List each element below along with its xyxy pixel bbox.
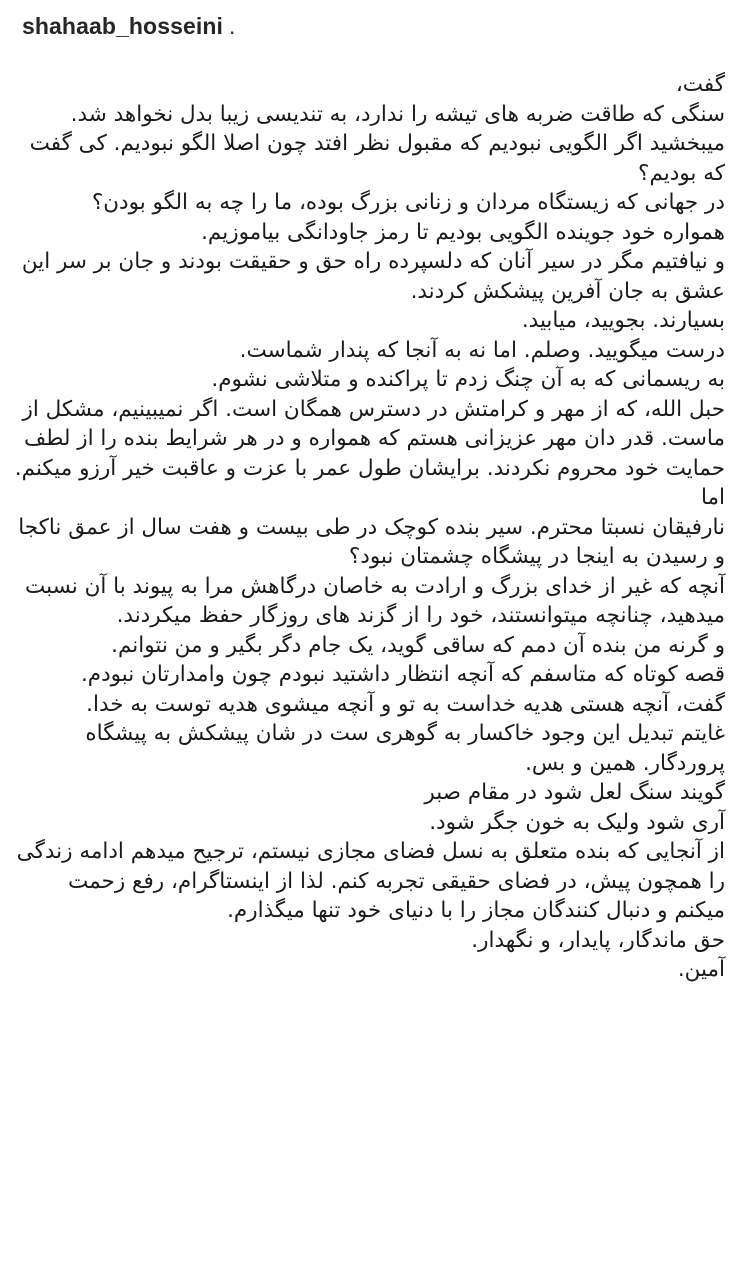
caption-line: اما	[700, 485, 725, 510]
username-link[interactable]: shahaab_hosseini	[22, 12, 224, 39]
caption-line: گویند سنگ لعل شود در مقام صبر	[424, 780, 725, 805]
caption-line: آمین.	[677, 957, 725, 982]
caption-line: غایتم تبدیل این وجود خاکسار به گوهری ست در شان پیشکش به پیشگاه پروردگار. همین و بس.	[85, 721, 725, 776]
caption-line: و گرنه من بنده آن دمم که ساقی گوید، یک جام دگر بگیر و من نتوانم.	[111, 632, 725, 658]
post-header	[22, 8, 235, 44]
caption-line: سنگی که طاقت ضربه های تیشه را ندارد، به تندیسی زیبا بدل نخواهد شد.	[70, 101, 725, 127]
caption-line: از آنجایی که بنده متعلق به نسل فضای مجازی نیستم، ترجیح میدهم ادامه زندگی را همچون پیش، در فضای حقیقی تجربه کنم. لذا از اینستاگرام، رفع زحمت میکنم و دنبال کنندگان مجاز را با دنیای خود تنها میگذارم.	[16, 839, 725, 923]
post-caption	[14, 70, 725, 985]
caption-line: حبل الله، که از مهر و کرامتش در دسترس همگان است. اگر نمیبینیم، مشکل از ماست. قدر دان مهر عزیزانی هستم که همواره و در هر شرایط بنده را از لطف حمایت خود محروم نکردند. برایشان طول عمر با عزت و عاقبت خیر آرزو میکنم.	[14, 396, 725, 481]
caption-line: نارفیقان نسبتا محترم. سیر بنده کوچک در طی بیست و هفت سال از عمق ناکجا و رسیدن به اینجا در پیشگاه چشمتان نبود؟	[18, 514, 725, 569]
caption-line: قصه کوتاه که متاسفم که آنچه انتظار داشتید نبودم چون وامدارتان نبودم.	[80, 662, 725, 687]
caption-line: حق ماندگار، پایدار، و نگهدار.	[471, 927, 725, 953]
caption-line: درست میگویید. وصلم. اما نه به آنجا که پندار شماست.	[239, 337, 725, 363]
caption-line: در جهانی که زیستگاه مردان و زنانی بزرگ بوده، ما را چه به الگو بودن؟	[91, 190, 725, 215]
caption-line: آری شود ولیک به خون جگر شود.	[429, 809, 725, 835]
caption-line: گفت،	[675, 72, 725, 97]
caption-line: آنچه که غیر از خدای بزرگ و ارادت به خاصان درگاهش مرا به پیوند با آن نسبت میدهید، چنانچه میتوانستند، خود را از گزند های روزگار حفظ میکردند.	[24, 573, 725, 628]
caption-line: به ریسمانی که به آن چنگ زدم تا پراکنده و متلاشی نشوم.	[211, 367, 725, 392]
caption-line: میبخشید اگر الگویی نبودیم که مقبول نظر افتد چون اصلا الگو نبودیم. کی گفت که بودیم؟	[29, 131, 725, 186]
caption-line: بسیارند. بجویید، میابید.	[521, 308, 725, 333]
username-separator: .	[229, 12, 236, 39]
caption-line: گفت، آنچه هستی هدیه خداست به تو و آنچه میشوی هدیه توست به خدا.	[86, 691, 725, 717]
caption-line: و نیافتیم مگر در سیر آنان که دلسپرده راه حق و حقیقت بودند و جان بر سر این عشق به جان آفرین پیشکش کردند.	[21, 249, 725, 304]
caption-line: همواره خود جوینده الگویی بودیم تا رمز جاودانگی بیاموزیم.	[201, 219, 725, 245]
